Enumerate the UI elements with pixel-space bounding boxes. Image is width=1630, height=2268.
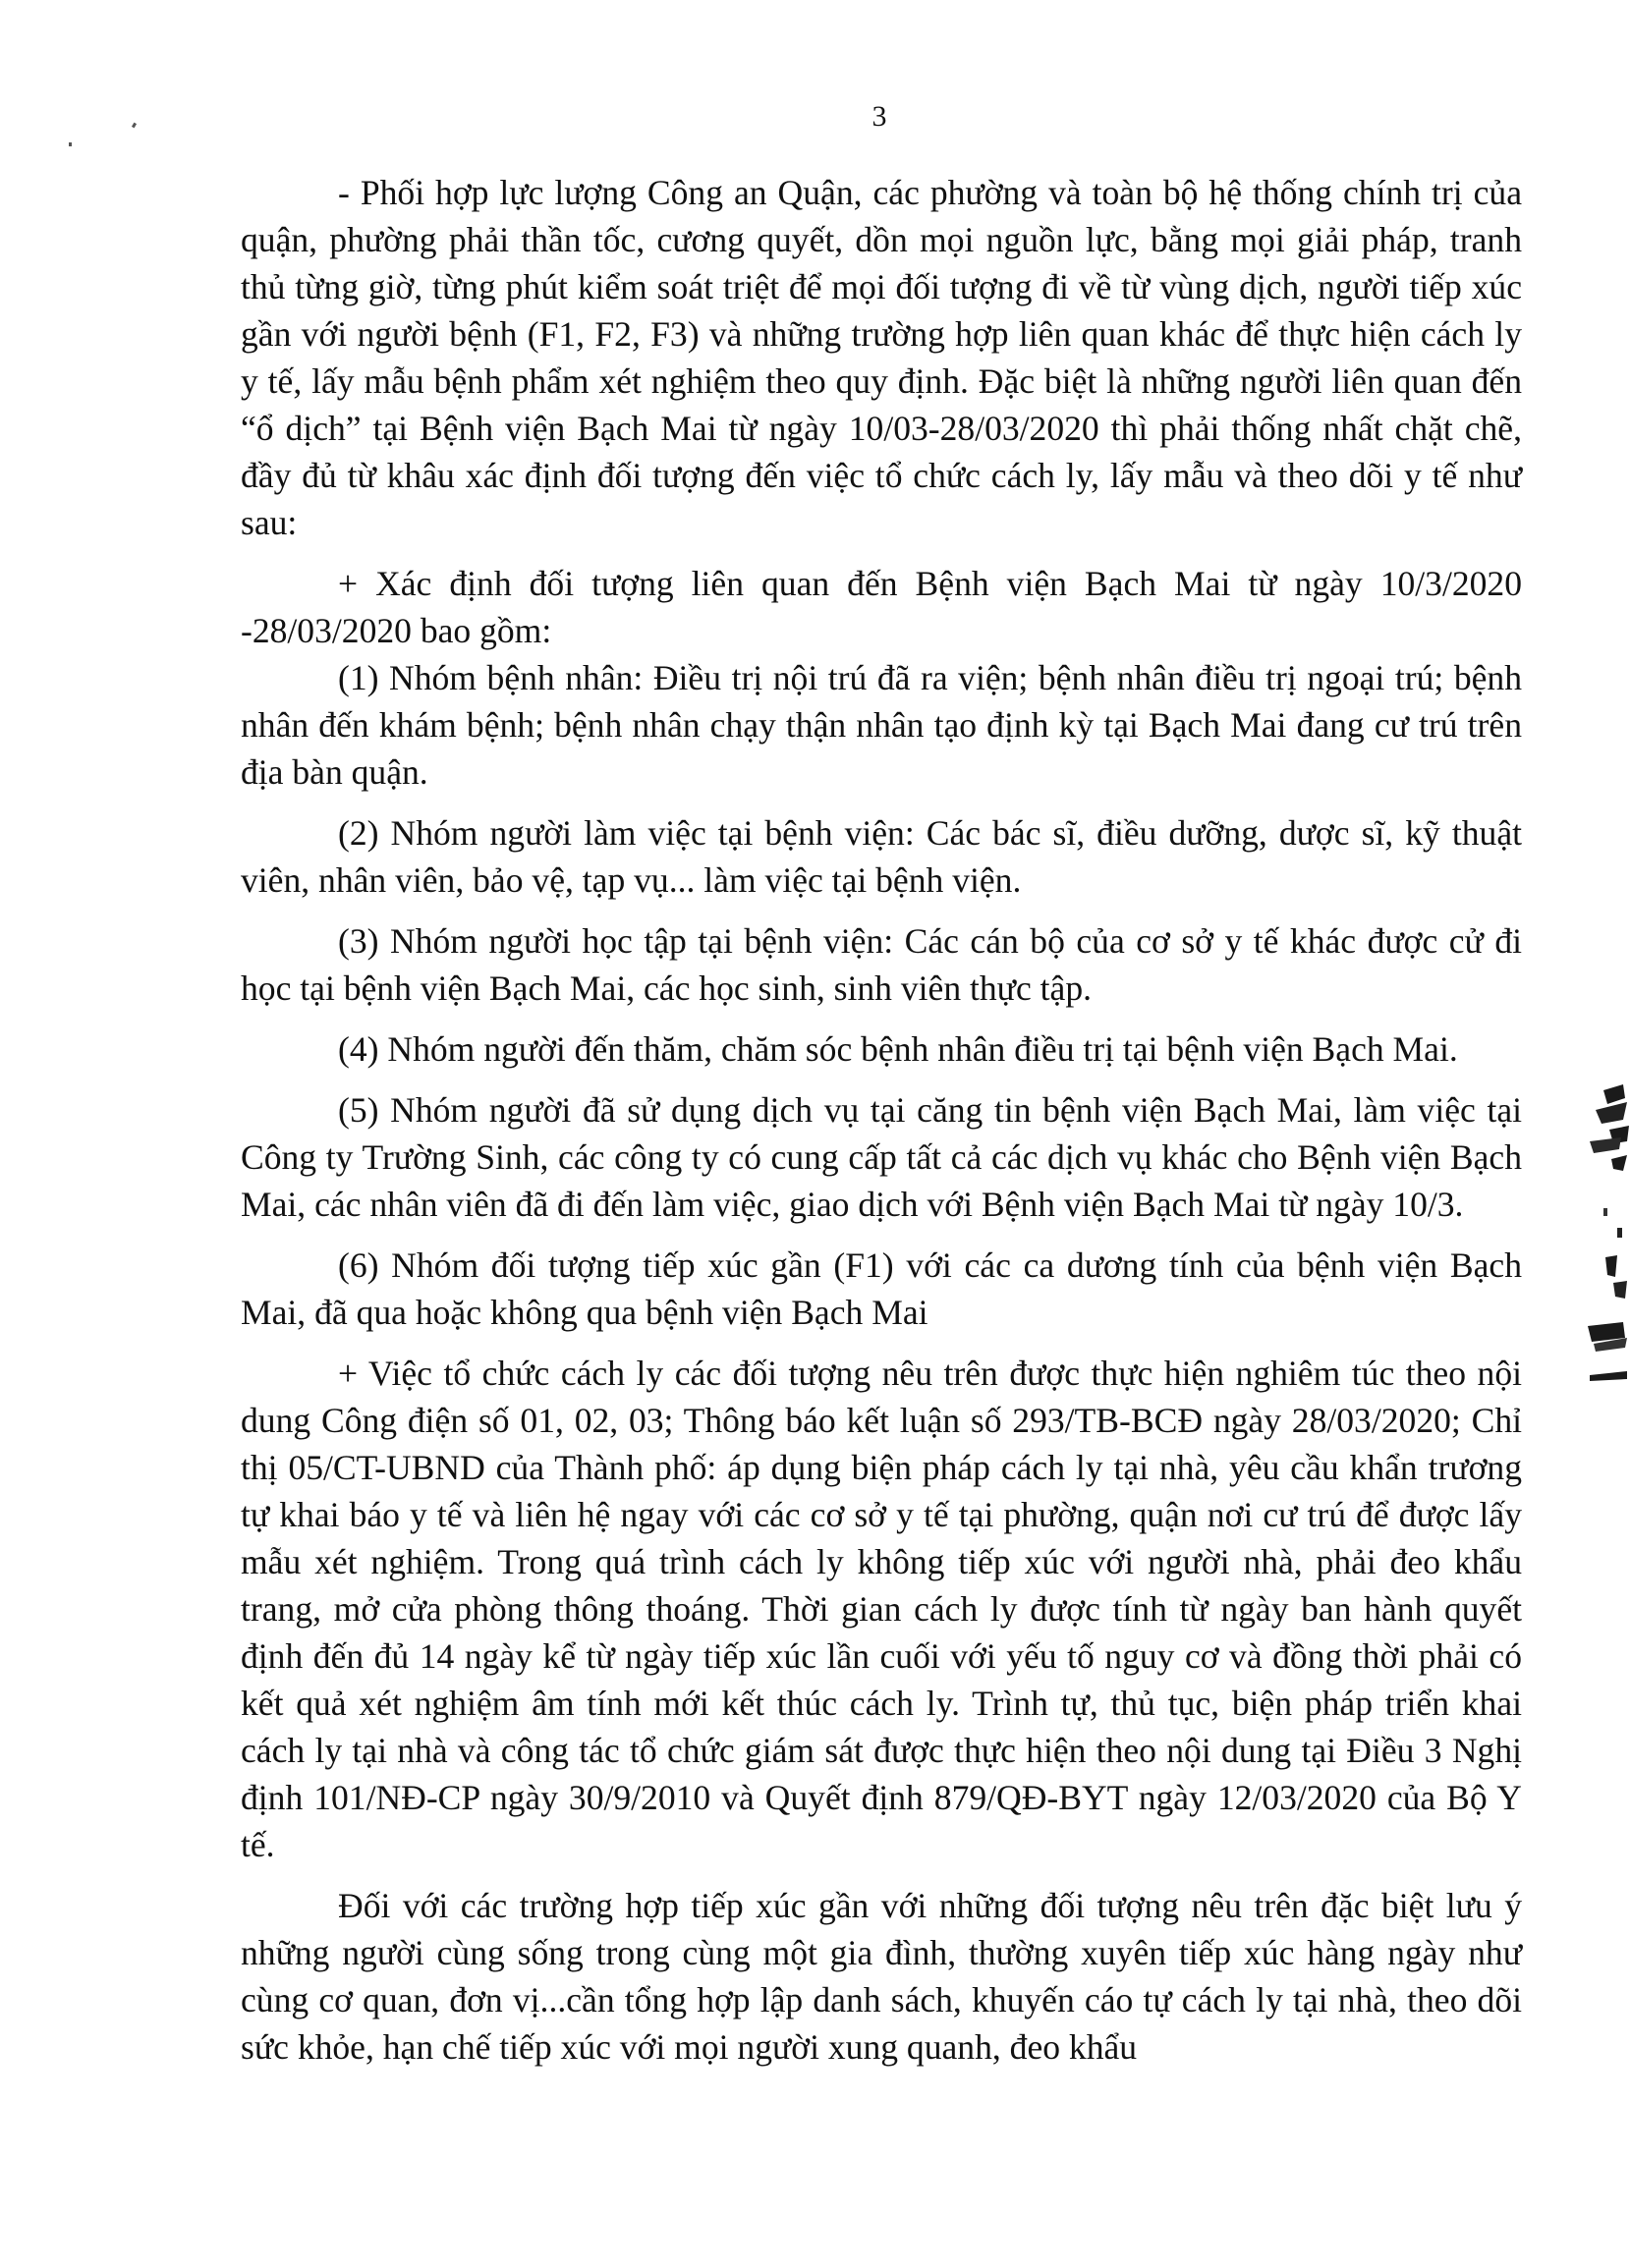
document-body — [241, 169, 1522, 2084]
paragraph-group-patients: (1) Nhóm bệnh nhân: Điều trị nội trú đã ra viện; bệnh nhân điều trị ngoại trú; bệnh nhân đến khám bệnh; bệnh nhân chạy thận nhân tạo định kỳ tại Bạch Mai đang cư trú trên địa bàn quận. — [241, 658, 1522, 792]
scan-speck — [69, 142, 72, 146]
partial-seal-stamp — [1584, 1080, 1629, 1405]
paragraph-isolation-procedure: + Việc tổ chức cách ly các đối tượng nêu trên được thực hiện nghiêm túc theo nội dung Công điện số 01, 02, 03; Thông báo kết luận số 293/TB-BCĐ ngày 28/03/2020; Chỉ thị 05/CT-UBND của Thành phố: áp dụng biện pháp cách ly tại nhà, yêu cầu khẩn trương tự khai báo y tế và liên hệ ngay với các cơ sở y tế tại phường, quận nơi cư trú để được lấy mẫu xét nghiệm. Trong quá trình cách ly không tiếp xúc với người nhà, phải đeo khẩu trang, mở cửa phòng thông thoáng. Thời gian cách ly được tính từ ngày ban hành quyết định đến đủ 14 ngày kể từ ngày tiếp xúc lần cuối với yếu tố nguy cơ và đồng thời phải có kết quả xét nghiệm âm tính mới kết thúc cách ly. Trình tự, thủ tục, biện pháp triển khai cách ly tại nhà và công tác tổ chức giám sát được thực hiện theo nội dung tại Điều 3 Nghị định 101/NĐ-CP ngày 30/9/2010 và Quyết định 879/QĐ-BYT ngày 12/03/2020 của Bộ Y tế. — [241, 1354, 1522, 1864]
paragraph-group-staff: (2) Nhóm người làm việc tại bệnh viện: Các bác sĩ, điều dưỡng, dược sĩ, kỹ thuật viên, nhân viên, bảo vệ, tạp vụ... làm việc tại bệnh viện. — [241, 813, 1522, 900]
paragraph-group-students: (3) Nhóm người học tập tại bệnh viện: Các cán bộ của cơ sở y tế khác được cử đi học tại bệnh viện Bạch Mai, các học sinh, sinh viên thực tập. — [241, 921, 1522, 1008]
page-number: 3 — [871, 100, 887, 133]
paragraph-identify-subjects: + Xác định đối tượng liên quan đến Bệnh viện Bạch Mai từ ngày 10/3/2020 -28/03/2020 bao gồm: — [241, 564, 1522, 650]
paragraph-close-contacts: Đối với các trường hợp tiếp xúc gần với những đối tượng nêu trên đặc biệt lưu ý những người cùng sống trong cùng một gia đình, thường xuyên tiếp xúc hàng ngày như cùng cơ quan, đơn vị...cần tổng hợp lập danh sách, khuyến cáo tự cách ly tại nhà, theo dõi sức khỏe, hạn chế tiếp xúc với mọi người xung quanh, đeo khẩu — [241, 1886, 1522, 2067]
paragraph-group-visitors: (4) Nhóm người đến thăm, chăm sóc bệnh nhân điều trị tại bệnh viện Bạch Mai. — [338, 1029, 1458, 1069]
paragraph-coordination: - Phối hợp lực lượng Công an Quận, các phường và toàn bộ hệ thống chính trị của quận, phường phải thần tốc, cương quyết, dồn mọi nguồn lực, bằng mọi giải pháp, tranh thủ từng giờ, từng phút kiểm soát triệt để mọi đối tượng đi về từ vùng dịch, người tiếp xúc gần với người bệnh (F1, F2, F3) và những trường hợp liên quan khác để thực hiện cách ly y tế, lấy mẫu bệnh phẩm xét nghiệm theo quy định. Đặc biệt là những người liên quan đến “ổ dịch” tại Bệnh viện Bạch Mai từ ngày 10/03-28/03/2020 thì phải thống nhất chặt chẽ, đầy đủ từ khâu xác định đối tượng đến việc tổ chức cách ly, lấy mẫu và theo dõi y tế như sau: — [241, 173, 1522, 542]
paragraph-group-f1-contacts: (6) Nhóm đối tượng tiếp xúc gần (F1) với các ca dương tính của bệnh viện Bạch Mai, đã qua hoặc không qua bệnh viện Bạch Mai — [241, 1245, 1522, 1332]
paragraph-group-service-users: (5) Nhóm người đã sử dụng dịch vụ tại căng tin bệnh viện Bạch Mai, làm việc tại Công ty Trường Sinh, các công ty có cung cấp tất cả các dịch vụ khác cho Bệnh viện Bạch Mai, các nhân viên đã đi đến làm việc, giao dịch với Bệnh viện Bạch Mai từ ngày 10/3. — [241, 1090, 1522, 1224]
